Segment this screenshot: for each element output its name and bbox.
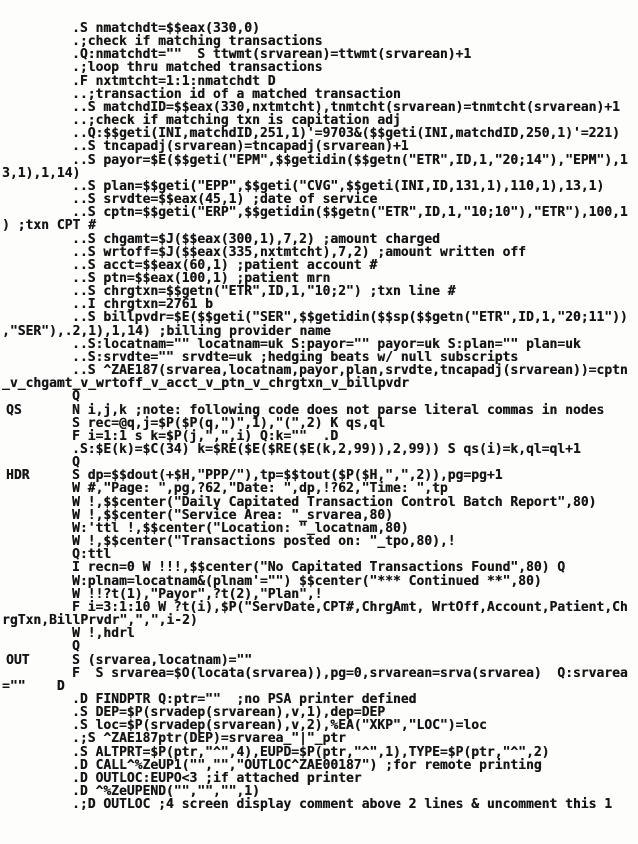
- code-text: .;D OUTLOC ;4 screen display comment above 2 lines & uncomment this 1: [72, 797, 613, 813]
- code-text: I recn=0 W !!!,$$center("No Capitated Transactions Found",80) Q: [72, 560, 566, 576]
- code-text: ..S matchdID=$$eax(330,nxtmtcht),tnmtcht(srvarean)=tnmtcht(srvarean)+1: [72, 99, 620, 115]
- code-text: W:plnam=locatnam&(plnam'="") $$center("*** Continued **",80): [72, 573, 542, 589]
- code-text: ..S acct=$$eax(60,1) ;patient account #: [72, 257, 378, 273]
- code-text: F i=1:1 s k=$P(j,",",i) Q:k="" .D: [72, 428, 339, 444]
- code-line: [0, 667, 638, 680]
- code-line: [0, 798, 638, 811]
- code-text: ..S srvdte=$$eax(45,1) ;date of service: [72, 192, 378, 208]
- code-text: .S:$E(k)=$C(34) k=$RE($E($RE($E(k,2,99)),2,99)) S qs(i)=k,ql=ql+1: [72, 442, 581, 457]
- code-text: .S ALTPRT=$P(ptr,"^",4),EUPD=$P(ptr,"^",1),TYPE=$P(ptr,"^",2): [72, 744, 550, 760]
- code-text: ..S chgamt=$J($$eax(300,1),7,2) ;amount charged: [72, 231, 440, 247]
- code-text: .S loc=$P(srvadep(srvarean),v,2),%EA("XKP","LOC")=loc: [72, 718, 487, 734]
- code-text: ..S:srvdte="" srvdte=uk ;hedging beats w/ null subscripts: [72, 349, 519, 365]
- code-text: rgTxn,BillPrvdr",",",i-2): [2, 613, 198, 629]
- code-text: 3,1),1,14): [2, 165, 81, 181]
- code-text: ..;check if matching txn is capitation adj: [72, 113, 401, 129]
- code-text: ="" D: [2, 678, 65, 694]
- code-line: [0, 443, 638, 456]
- code-text: .D ^%ZeUPEND("","","",1): [72, 784, 260, 800]
- code-text: Q:ttl: [72, 547, 112, 563]
- code-text: ..S payor=$E($$geti("EPM",$$getidin($$getn("ETR",ID,1,"20;14"),"EPM"),1: [72, 152, 628, 168]
- code-text: N i,j,k ;note: following code does not parse literal commas in nodes: [72, 402, 605, 418]
- code-text: Q: [72, 455, 80, 471]
- code-text: ..;transaction id of a matched transaction: [72, 86, 401, 102]
- code-text: W !,hdrl: [72, 626, 135, 642]
- code-text: ..S chrgtxn=$$getn("ETR",ID,1,"10;2") ;txn line #: [72, 284, 456, 300]
- code-text: W #,"Page: ",pg,?62,"Date: ",dp,!?62,"Time: ",tp: [72, 481, 448, 497]
- code-text: .;S ^ZAE187ptr(DEP)=srvarea_"|"_ptr: [72, 731, 346, 747]
- code-text: .D CALL^%ZeUP1("","","OUTLOC^ZAE00187") ;for remote printing: [72, 757, 542, 773]
- routine-label: OUT: [6, 652, 30, 668]
- code-text: ..S ^ZAE187(srvarea,locatnam,payor,plan,srvdte,tncapadj(srvarean))=cptn: [72, 363, 628, 379]
- code-text: W !,$$center("Service Area: "_srvarea,80): [72, 507, 393, 523]
- code-text: .D OUTLOC:EUPO<3 ;if attached printer: [72, 770, 362, 786]
- code-text: .Q:nmatchdt="" S ttwmt(srvarean)=ttwmt(srvarean)+1: [72, 47, 472, 63]
- code-text: ,"SER"),.2,1),1,14) ;billing provider name: [2, 323, 331, 339]
- code-text: S dp=$$dout(+$H,"PPP/"),tp=$$tout($P($H,",",2)),pg=pg+1: [72, 468, 503, 484]
- code-line: [0, 154, 638, 167]
- code-text: S (srvarea,locatnam)="": [72, 652, 253, 668]
- code-text: ..S cptn=$$geti("ERP",$$getidin($$getn("ETR",ID,1,"10;10"),"ETR"),100,1: [72, 205, 628, 221]
- routine-label: QS: [6, 402, 22, 418]
- code-text: ) ;txn CPT #: [2, 218, 96, 234]
- code-text: W !,$$center("Daily Capitated Transaction Control Batch Report",80): [72, 494, 597, 510]
- code-text: W !!?t(1),"Payor",?t(2),"Plan",!: [72, 586, 323, 602]
- code-line: [0, 377, 638, 390]
- code-text: Q: [72, 639, 80, 655]
- code-text: ..S:locatnam="" locatnam=uk S:payor="" payor=uk S:plan="" plan=uk: [72, 336, 581, 352]
- code-text: ..S wrtoff=$J($$eax(335,nxtmtcht),7,2) ;amount written off: [72, 244, 526, 260]
- code-text: F S srvarea=$O(locata(srvarea)),pg=0,srvarean=srva(srvarea) Q:srvarea: [72, 665, 628, 681]
- code-text: _v_chgamt_v_wrtoff_v_acct_v_ptn_v_chrgtxn_v_billpvdr: [2, 376, 409, 392]
- code-text: F i=3:1:10 W ?t(i),$P("ServDate,CPT#,ChrgAmt, WrtOff,Account,Patient,Ch: [72, 599, 628, 615]
- code-text: ..S tncapadj(srvarean)=tncapadj(srvarean)+1: [72, 139, 409, 155]
- code-text: ..I chrgtxn=2761 b: [72, 297, 213, 313]
- code-text: S rec=@q,j=$P($P(q,")",1),"(",2) K qs,ql: [72, 415, 386, 431]
- code-text: W !,$$center("Transactions posted on: "_tpo,80),!: [72, 534, 456, 550]
- routine-label: HDR: [6, 468, 30, 484]
- code-text: .;check if matching transactions: [72, 34, 323, 50]
- code-text: .S DEP=$P(srvadep(srvarean),v,1),dep=DEP: [72, 705, 386, 721]
- code-text: ..S plan=$$geti("EPP",$$geti("CVG",$$geti(INI,ID,131,1),110,1),13,1): [72, 178, 605, 194]
- code-text: W:'ttl !,$$center("Location: "_locatnam,80): [72, 520, 409, 536]
- code-text: ..Q:$$geti(INI,matchdID,251,1)'=9703&($$geti(INI,matchdID,250,1)'=221): [72, 126, 620, 142]
- code-text: Q: [72, 389, 80, 405]
- code-text: .F nxtmtcht=1:1:nmatchdt D: [72, 73, 276, 89]
- code-text: .D FINDPTR Q:ptr="" ;no PSA printer defined: [72, 691, 417, 707]
- code-text: .S nmatchdt=$$eax(330,0): [72, 21, 260, 36]
- code-line: [0, 627, 638, 640]
- code-text: ..S billpvdr=$E($$geti("SER",$$getidin($$sp($$getn("ETR",ID,1,"20;11")): [72, 310, 628, 326]
- code-text: ..S ptn=$$eax(100,1) ;patient mrn: [72, 270, 331, 286]
- code-text: .;loop thru matched transactions: [72, 60, 323, 76]
